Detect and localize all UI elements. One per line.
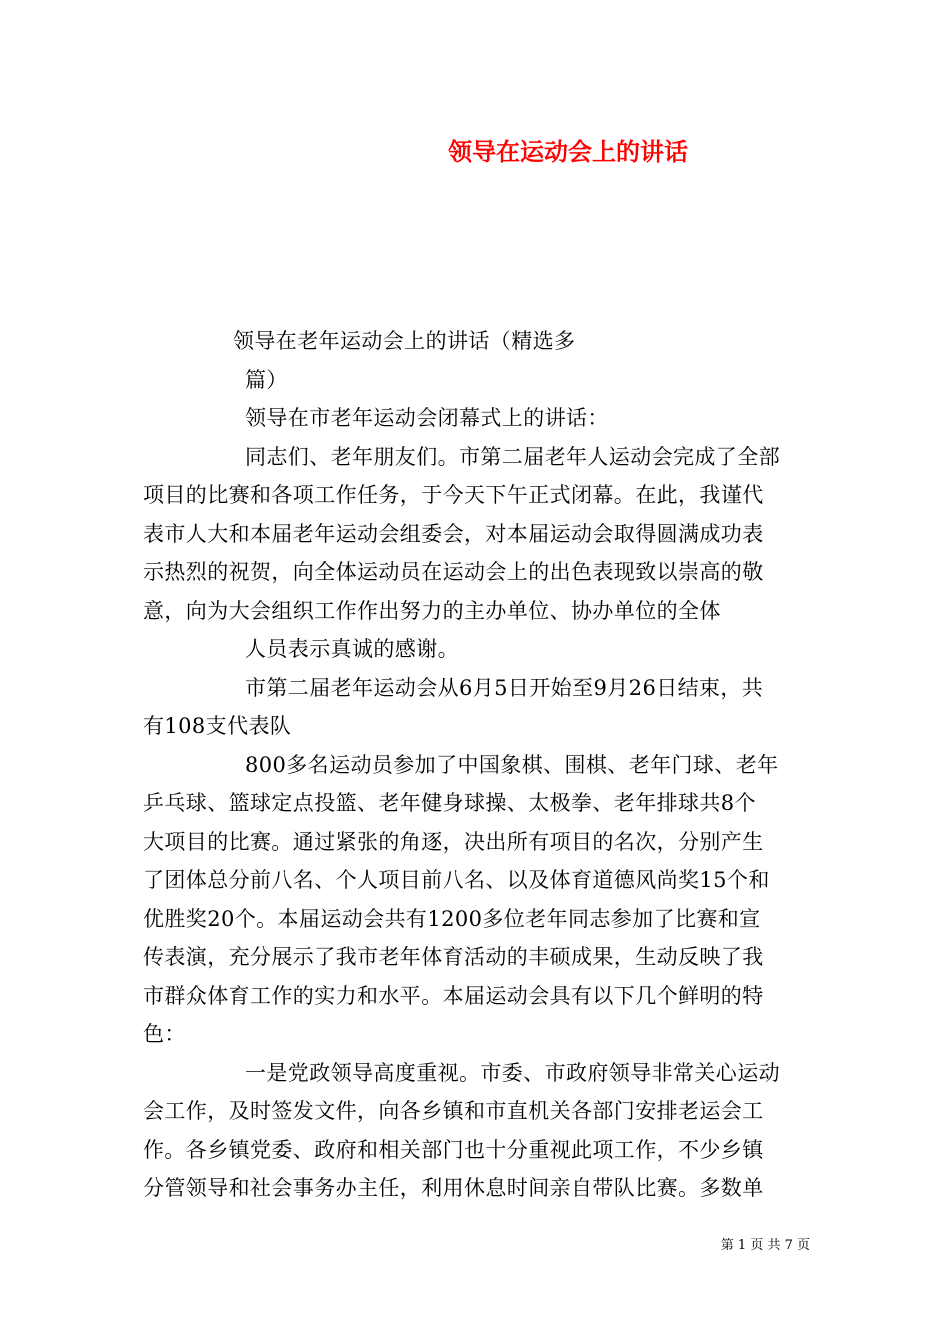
text-line: 意，向为大会组织工作作出努力的主办单位、协办单位的全体 — [143, 598, 721, 623]
text-line: 传表演，充分展示了我市老年体育活动的丰硕成果，生动反映了我 — [143, 945, 764, 969]
text-line: 同志们、老年朋友们。市第二届老年人运动会完成了全部 — [245, 444, 780, 469]
text-line: 一是党政领导高度重视。市委、市政府领导非常关心运动 — [245, 1060, 780, 1085]
text-line: 大项目的比赛。通过紧张的角逐，决出所有项目的名次，分别产生 — [143, 829, 764, 854]
text-line: 示热烈的祝贺，向全体运动员在运动会上的出色表现致以崇高的敬 — [143, 560, 764, 584]
document-body — [143, 322, 806, 1208]
text-line: 篇） — [245, 367, 288, 392]
text-line: 领导在市老年运动会闭幕式上的讲话： — [245, 406, 609, 430]
text-line: 会工作，及时签发文件，向各乡镇和市直机关各部门安排老运会工 — [143, 1099, 764, 1123]
page-footer: 第 1 页 共 7 页 — [720, 1238, 810, 1253]
text-line: 人员表示真诚的感谢。 — [245, 637, 459, 661]
text-line: 优胜奖20个。本届运动会共有1200多位老年同志参加了比赛和宣 — [143, 906, 761, 931]
text-line: 色： — [143, 1022, 186, 1046]
page-title: 领导在运动会上的讲话 — [448, 137, 688, 166]
text-line: 800多名运动员参加了中国象棋、围棋、老年门球、老年 — [245, 752, 779, 777]
text-line: 分管领导和社会事务办主任，利用休息时间亲自带队比赛。多数单 — [143, 1176, 764, 1200]
text-line: 了团体总分前八名、个人项目前八名、以及体育道德风尚奖15个和 — [143, 868, 770, 892]
text-line: 乒乓球、篮球定点投篮、老年健身球操、太极拳、老年排球共8个 — [143, 791, 756, 815]
text-line: 市第二届老年运动会从6月5日开始至9月26日结束，共 — [245, 675, 764, 700]
text-line: 表市人大和本届老年运动会组委会，对本届运动会取得圆满成功表 — [143, 521, 764, 546]
text-line: 作。各乡镇党委、政府和相关部门也十分重视此项工作，不少乡镇 — [143, 1137, 764, 1162]
text-line: 有108支代表队 — [143, 714, 292, 738]
text-line: 市群众体育工作的实力和水平。本届运动会具有以下几个鲜明的特 — [143, 983, 764, 1008]
text-line: 项目的比赛和各项工作任务，于今天下午正式闭幕。在此，我谨代 — [143, 483, 764, 507]
text-line: 领导在老年运动会上的讲话（精选多 — [233, 329, 576, 353]
